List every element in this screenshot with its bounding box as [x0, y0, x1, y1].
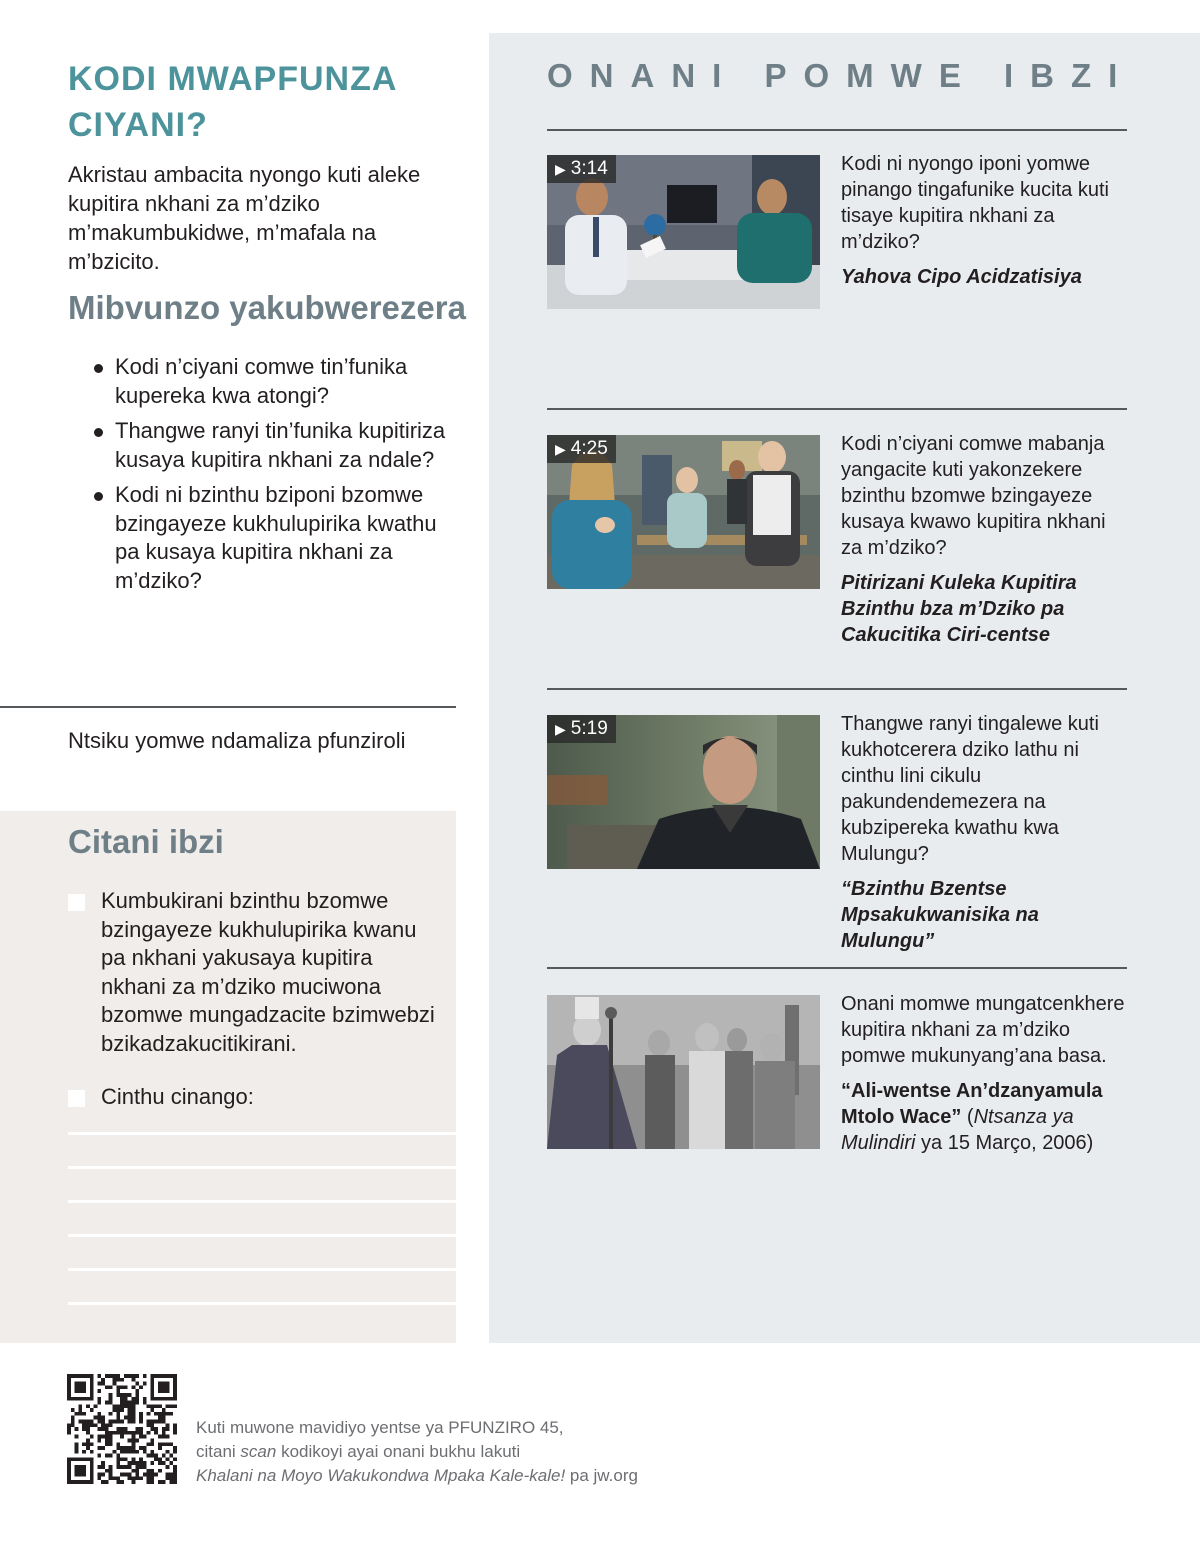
footer-note: Kuti muwone mavidiyo yentse ya PFUNZIRO 45, citani scan kodikoyi ayai onani bukhu lakuti Khalani na Moyo Wakukondwa Mpaka Kale-kale! pa jw.org: [196, 1418, 638, 1485]
illustration-image: [547, 995, 820, 1149]
play-icon: ▶: [555, 721, 566, 737]
activity-item-other[interactable]: [68, 1083, 438, 1112]
activity-item-text: Cinthu cinango:: [101, 1084, 254, 1109]
bullet-icon: [94, 364, 103, 373]
activity-heading: Citani ibzi: [68, 823, 224, 860]
divider: [547, 129, 1127, 131]
video-duration: ▶ 4:25: [547, 435, 616, 463]
play-icon: ▶: [555, 441, 566, 457]
question-text: Kodi n’ciyani comwe tin’funika kupereka kwa atongi?: [115, 354, 408, 408]
video-1-text: [841, 151, 1126, 290]
video-duration: ▶ 3:14: [547, 155, 616, 183]
video-title[interactable]: Pitirizani Kuleka Kupitira Bzinthu bza m’Dziko pa Cakucitika Ciri-centse: [841, 572, 1077, 646]
article-illustration[interactable]: [547, 995, 820, 1149]
video-title[interactable]: Yahova Cipo Acidzatisiya: [841, 266, 1082, 288]
writing-line[interactable]: [68, 1302, 456, 1305]
video-2-text: [841, 431, 1126, 648]
divider: [0, 706, 456, 708]
list-item: [92, 481, 454, 595]
review-questions-heading: Mibvunzo yakubwerezera: [68, 289, 466, 326]
writing-line[interactable]: [68, 1268, 456, 1271]
writing-line[interactable]: [68, 1166, 456, 1169]
activity-item-text: Kumbukirani bzinthu bzomwe bzingayeze kukhulupirika kwanu pa nkhani yakusaya kupitira nkhani za m’dziko muciwona bzomwe mungadzacite bzimwebzi bzikadzakucitikirani.: [101, 888, 435, 1056]
writing-line[interactable]: [68, 1200, 456, 1203]
checkbox-icon[interactable]: [68, 1090, 85, 1107]
video-title[interactable]: “Bzinthu Bzentse Mpsakukwanisika na Mulungu”: [841, 878, 1039, 952]
magazine-name: Ntsanza ya Mulindiri: [841, 1106, 1074, 1154]
bullet-icon: [94, 492, 103, 501]
qr-code-icon[interactable]: [67, 1374, 177, 1484]
magazine-issue: ya 15 Março, 2006): [915, 1132, 1094, 1154]
review-questions-list: [92, 353, 454, 602]
divider: [547, 688, 1127, 690]
watch-heading: ONANI POMWE IBZI: [547, 57, 1135, 94]
article-question: Onani momwe mungatcenkhere kupitira nkhani za m’dziko pomwe mukunyang’ana basa.: [841, 993, 1125, 1067]
review-summary: Akristau ambacita nyongo kuti aleke kupitira nkhani za m’dziko m’makumbukidwe, m’mafala na m’bzicito.: [68, 162, 421, 274]
activity-item[interactable]: [68, 887, 438, 1058]
divider: [547, 967, 1127, 969]
video-question: Kodi ni nyongo iponi yomwe pinango tingafunike kucita kuti tisaye kupitira nkhani za m’dziko?: [841, 153, 1109, 253]
question-text: Thangwe ranyi tin’funika kupitiriza kusaya kupitira nkhani za ndale?: [115, 418, 446, 472]
question-text: Kodi ni bzinthu bziponi bzomwe bzingayeze kukhulupirika kwathu pa kusaya kupitira nkhani za m’dziko?: [115, 482, 437, 593]
checkbox-icon[interactable]: [68, 894, 85, 911]
video-3-text: [841, 711, 1126, 954]
video-thumbnail-1[interactable]: [547, 155, 820, 309]
article-text: [841, 991, 1126, 1156]
review-title: KODI MWAPFUNZA CIYANI?: [68, 60, 397, 144]
play-icon: ▶: [555, 161, 566, 177]
video-duration: ▶ 5:19: [547, 715, 616, 743]
video-thumbnail-3[interactable]: [547, 715, 820, 869]
list-item: [92, 417, 454, 474]
completion-date-label: Ntsiku yomwe ndamaliza pfunziroli: [68, 728, 406, 753]
article-title[interactable]: “Ali-wentse An’dzanyamula Mtolo Wace”: [841, 1080, 1103, 1128]
writing-line[interactable]: [68, 1132, 456, 1135]
video-question: Kodi n’ciyani comwe mabanja yangacite kuti yakonzekere bzinthu bzomwe bzingayeze kusaya kwawo kupitira nkhani za m’dziko?: [841, 433, 1106, 559]
video-thumbnail-2[interactable]: [547, 435, 820, 589]
writing-line[interactable]: [68, 1234, 456, 1237]
video-question: Thangwe ranyi tingalewe kuti kukhotcerera dziko lathu ni cinthu lini cikulu pakundendemezera na kubzipereka kwathu kwa Mulungu?: [841, 713, 1099, 865]
divider: [547, 408, 1127, 410]
article-reference[interactable]: “Ali-wentse An’dzanyamula Mtolo Wace” (Ntsanza ya Mulindiri ya 15 Março, 2006): [841, 1080, 1103, 1154]
bullet-icon: [94, 428, 103, 437]
list-item: [92, 353, 454, 410]
